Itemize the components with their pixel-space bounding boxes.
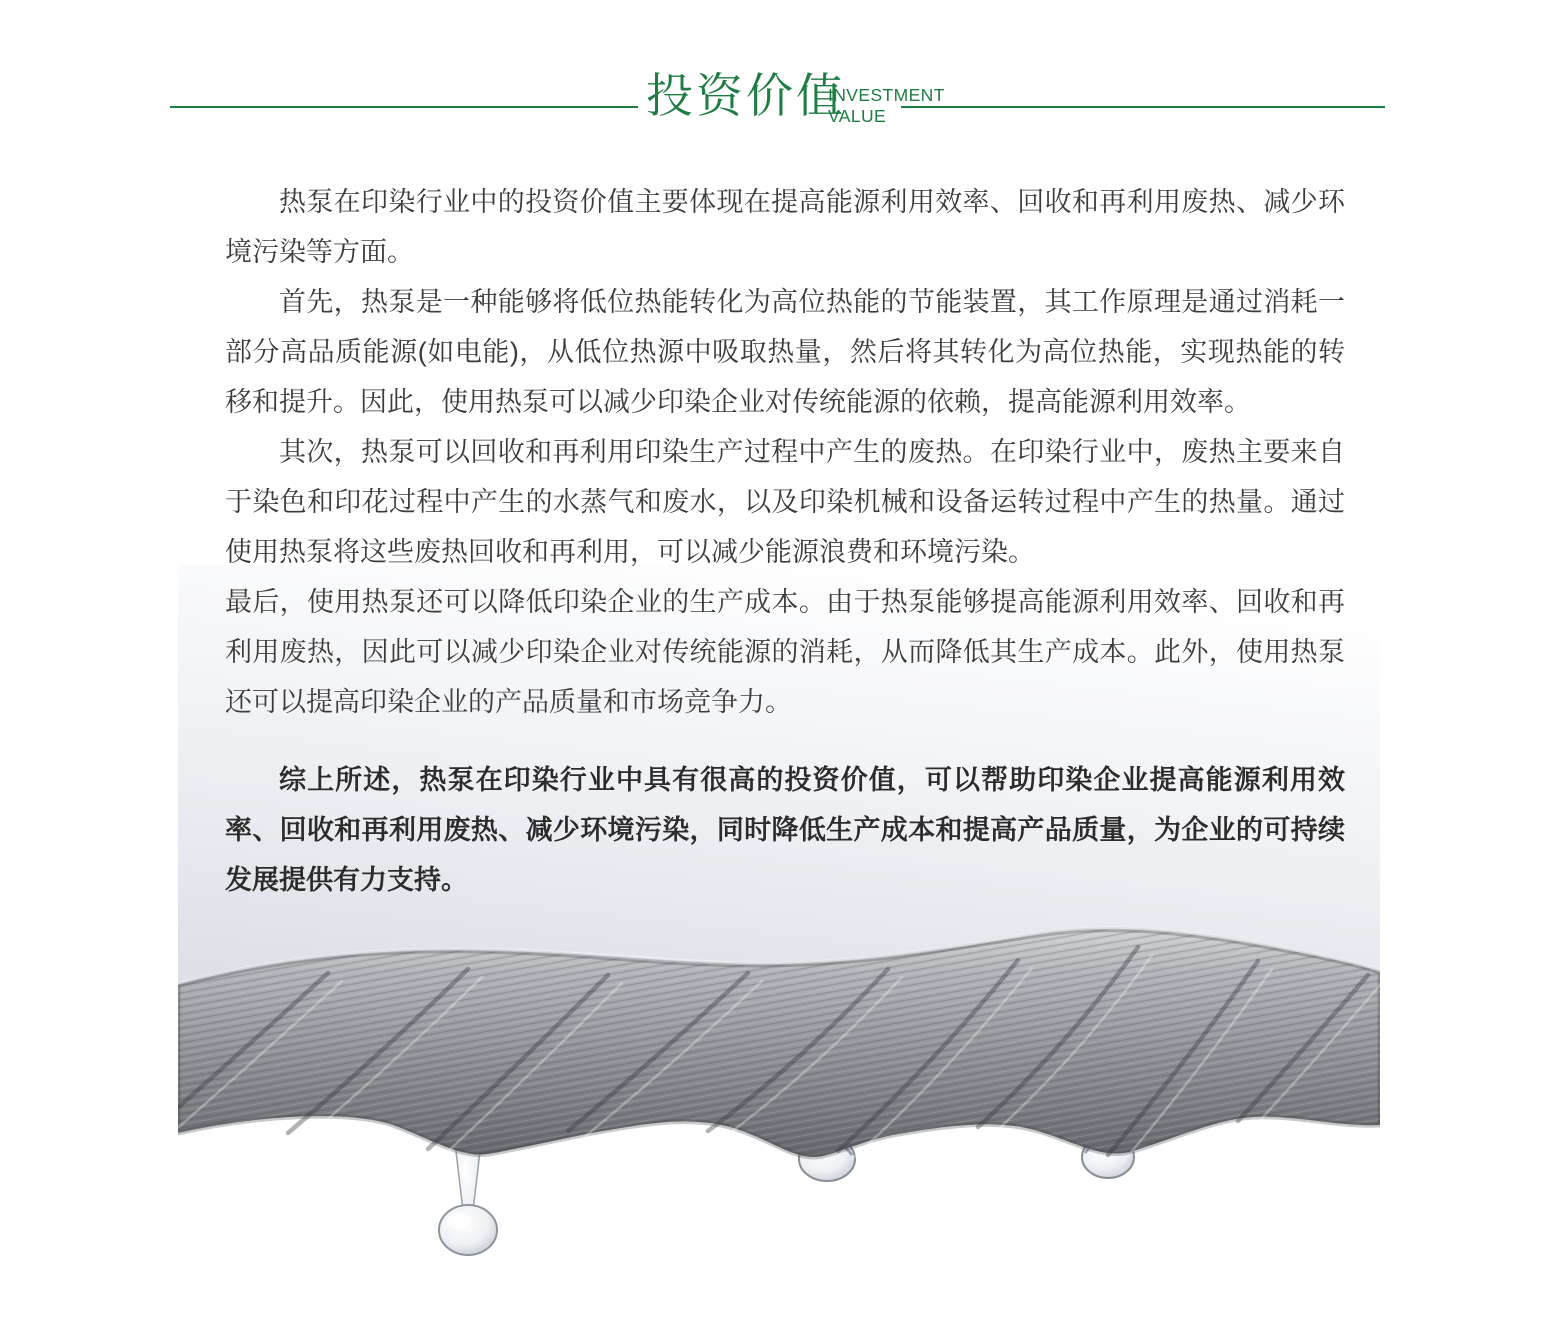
paragraph-overview: 热泵在印染行业中的投资价值主要体现在提高能源利用效率、回收和再利用废热、减少环境污染等方面。 — [225, 187, 1345, 267]
water-drops — [439, 1136, 1134, 1255]
paragraph-second-point: 其次，热泵可以回收和再利用印染生产过程中产生的废热。在印染行业中，废热主要来自于染色和印花过程中产生的水蒸气和废水，以及印染机械和设备运转过程中产生的热量。通过使用热泵将这些废热回收和再利用，可以减少能源浪费和环境污染。 — [225, 437, 1345, 567]
paragraph-third-point: 最后，使用热泵还可以降低印染企业的生产成本。由于热泵能够提高能源利用效率、回收和再利用废热，因此可以减少印染企业对传统能源的消耗，从而降低其生产成本。此外，使用热泵还可以提高印染企业的产品质量和市场竞争力。 — [225, 587, 1345, 717]
section-header — [0, 0, 1547, 160]
falling-drop — [439, 1205, 497, 1255]
header-divider-right — [901, 106, 1385, 108]
page-subtitle-line2: VALUE — [828, 106, 887, 126]
falling-drop-highlight — [447, 1213, 471, 1229]
paragraph-summary: 综上所述，热泵在印染行业中具有很高的投资价值，可以帮助印染企业提高能源利用效率、回收和再利用废热、减少环境污染，同时降低生产成本和提高产品质量，为企业的可持续发展提供有力支持。 — [225, 765, 1345, 895]
paragraph-first-point: 首先，热泵是一种能够将低位热能转化为高位热能的节能装置，其工作原理是通过消耗一部分高品质能源(如电能)，从低位热源中吸取热量，然后将其转化为高位热能，实现热能的转移和提升。因此，使用热泵可以减少印染企业对传统能源的依赖，提高能源利用效率。 — [225, 287, 1345, 417]
twisted-rope — [178, 928, 1380, 1163]
page-title: 投资价值 — [646, 69, 846, 122]
article-body — [225, 177, 1345, 905]
page-subtitle-line1: INVESTMENT — [828, 85, 945, 105]
header-divider-left — [170, 106, 638, 108]
